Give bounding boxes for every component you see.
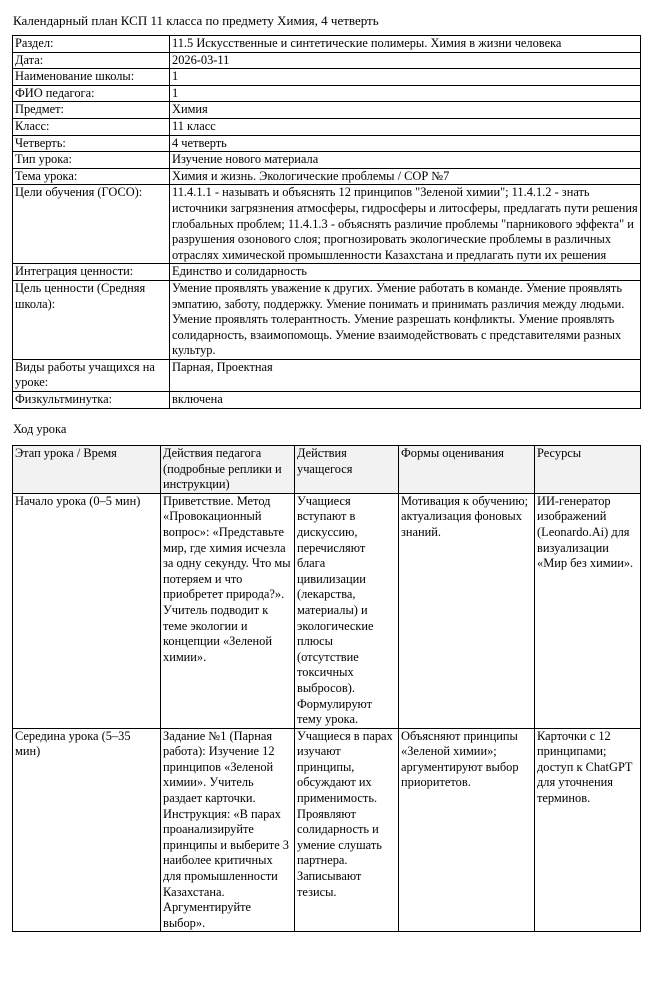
info-key: ФИО педагога: [13,85,170,102]
student-actions-cell: Учащиеся в парах изучают принципы, обсуждают их применимость. Проявляют солидарность и умение слушать партнера. Записывают тезисы. [295,728,399,932]
table-row [13,728,641,932]
info-row [13,69,641,86]
info-key: Физкультминутка: [13,392,170,409]
info-value: 11.5 Искусственные и синтетические полимеры. Химия в жизни человека [170,36,641,53]
resources-cell: ИИ-генератор изображений (Leonardo.Ai) для визуализации «Мир без химии». [535,493,641,728]
table-row [13,493,641,728]
info-key: Интеграция ценности: [13,264,170,281]
teacher-actions-cell: Задание №1 (Парная работа): Изучение 12 принципов «Зеленой химии». Учитель раздает карточки. Инструкция: «В парах проанализируйте принципы и выберите 3 наиболее критичных для промышленности Казахстана. Аргументируйте выбор». [161,728,295,932]
info-row [13,392,641,409]
info-key: Цели обучения (ГОСО): [13,185,170,264]
info-row [13,185,641,264]
stage-cell: Начало урока (0–5 мин) [13,493,161,728]
column-header: Этап урока / Время [13,446,161,494]
info-row [13,264,641,281]
info-row [13,52,641,69]
info-value: 2026-03-11 [170,52,641,69]
info-value: Химия [170,102,641,119]
teacher-actions-cell: Приветствие. Метод «Провокационный вопрос»: «Представьте мир, где химия исчезла за одну секунду. Что мы потеряем и что приобретет природа?». Учитель подводит к теме экологии и концепции «Зеленой химии». [161,493,295,728]
lesson-info-table [12,35,641,409]
student-actions-cell: Учащиеся вступают в дискуссию, перечисляют блага цивилизации (лекарства, материалы) и экологические плюсы (отсутствие токсичных выбросов). Формулируют тему урока. [295,493,399,728]
info-value: Парная, Проектная [170,359,641,391]
info-key: Предмет: [13,102,170,119]
info-value: 1 [170,85,641,102]
info-key: Класс: [13,118,170,135]
info-key: Тема урока: [13,168,170,185]
table-header-row [13,446,641,494]
info-key: Тип урока: [13,152,170,169]
info-row [13,152,641,169]
info-value: 4 четверть [170,135,641,152]
info-value: Единство и солидарность [170,264,641,281]
info-row [13,280,641,359]
stage-cell: Середина урока (5–35 мин) [13,728,161,932]
info-value: 11 класс [170,118,641,135]
assessment-cell: Мотивация к обучению; актуализация фоновых знаний. [399,493,535,728]
info-value: 1 [170,69,641,86]
info-row [13,359,641,391]
info-value: Химия и жизнь. Экологические проблемы / СОР №7 [170,168,641,185]
info-value: Изучение нового материала [170,152,641,169]
column-header: Действия учащегося [295,446,399,494]
column-header: Формы оценивания [399,446,535,494]
info-value: включена [170,392,641,409]
assessment-cell: Объясняют принципы «Зеленой химии»; аргументируют выбор приоритетов. [399,728,535,932]
info-key: Наименование школы: [13,69,170,86]
resources-cell: Карточки с 12 принципами; доступ к ChatGPT для уточнения терминов. [535,728,641,932]
info-row [13,85,641,102]
page-title: Календарный план КСП 11 класса по предмету Химия, 4 четверть [13,13,379,28]
info-row [13,102,641,119]
info-key: Четверть: [13,135,170,152]
info-key: Виды работы учащихся на уроке: [13,359,170,391]
lesson-flow-table [12,445,641,932]
section-title: Ход урока [13,422,67,436]
info-row [13,135,641,152]
info-row [13,118,641,135]
info-value: 11.4.1.1 - называть и объяснять 12 принципов "Зеленой химии"; 11.4.1.2 - знать источники загрязнения атмосферы, гидросферы и литосферы, предлагать пути решения глобальных проблем; 11.4.1.3 - объяснять различие проблемы "парникового эффекта" и разрушения озонового слоя; прогнозировать экологические проблемы в различных отраслях химической промышленности Казахстана и предлагать пути их решения [170,185,641,264]
info-key: Дата: [13,52,170,69]
info-row [13,168,641,185]
info-key: Цель ценности (Средняя школа): [13,280,170,359]
info-value: Умение проявлять уважение к других. Умение работать в команде. Умение проявлять эмпатию, заботу, поддержку. Умение понимать и принимать различия между людьми. Умение проявлять толерантность. Умение разрешать конфликты. Умение проявлять солидарность, взаимопомощь. Умение взаимодействовать с представителями разных культур. [170,280,641,359]
column-header: Ресурсы [535,446,641,494]
column-header: Действия педагога (подробные реплики и инструкции) [161,446,295,494]
info-key: Раздел: [13,36,170,53]
info-row [13,36,641,53]
